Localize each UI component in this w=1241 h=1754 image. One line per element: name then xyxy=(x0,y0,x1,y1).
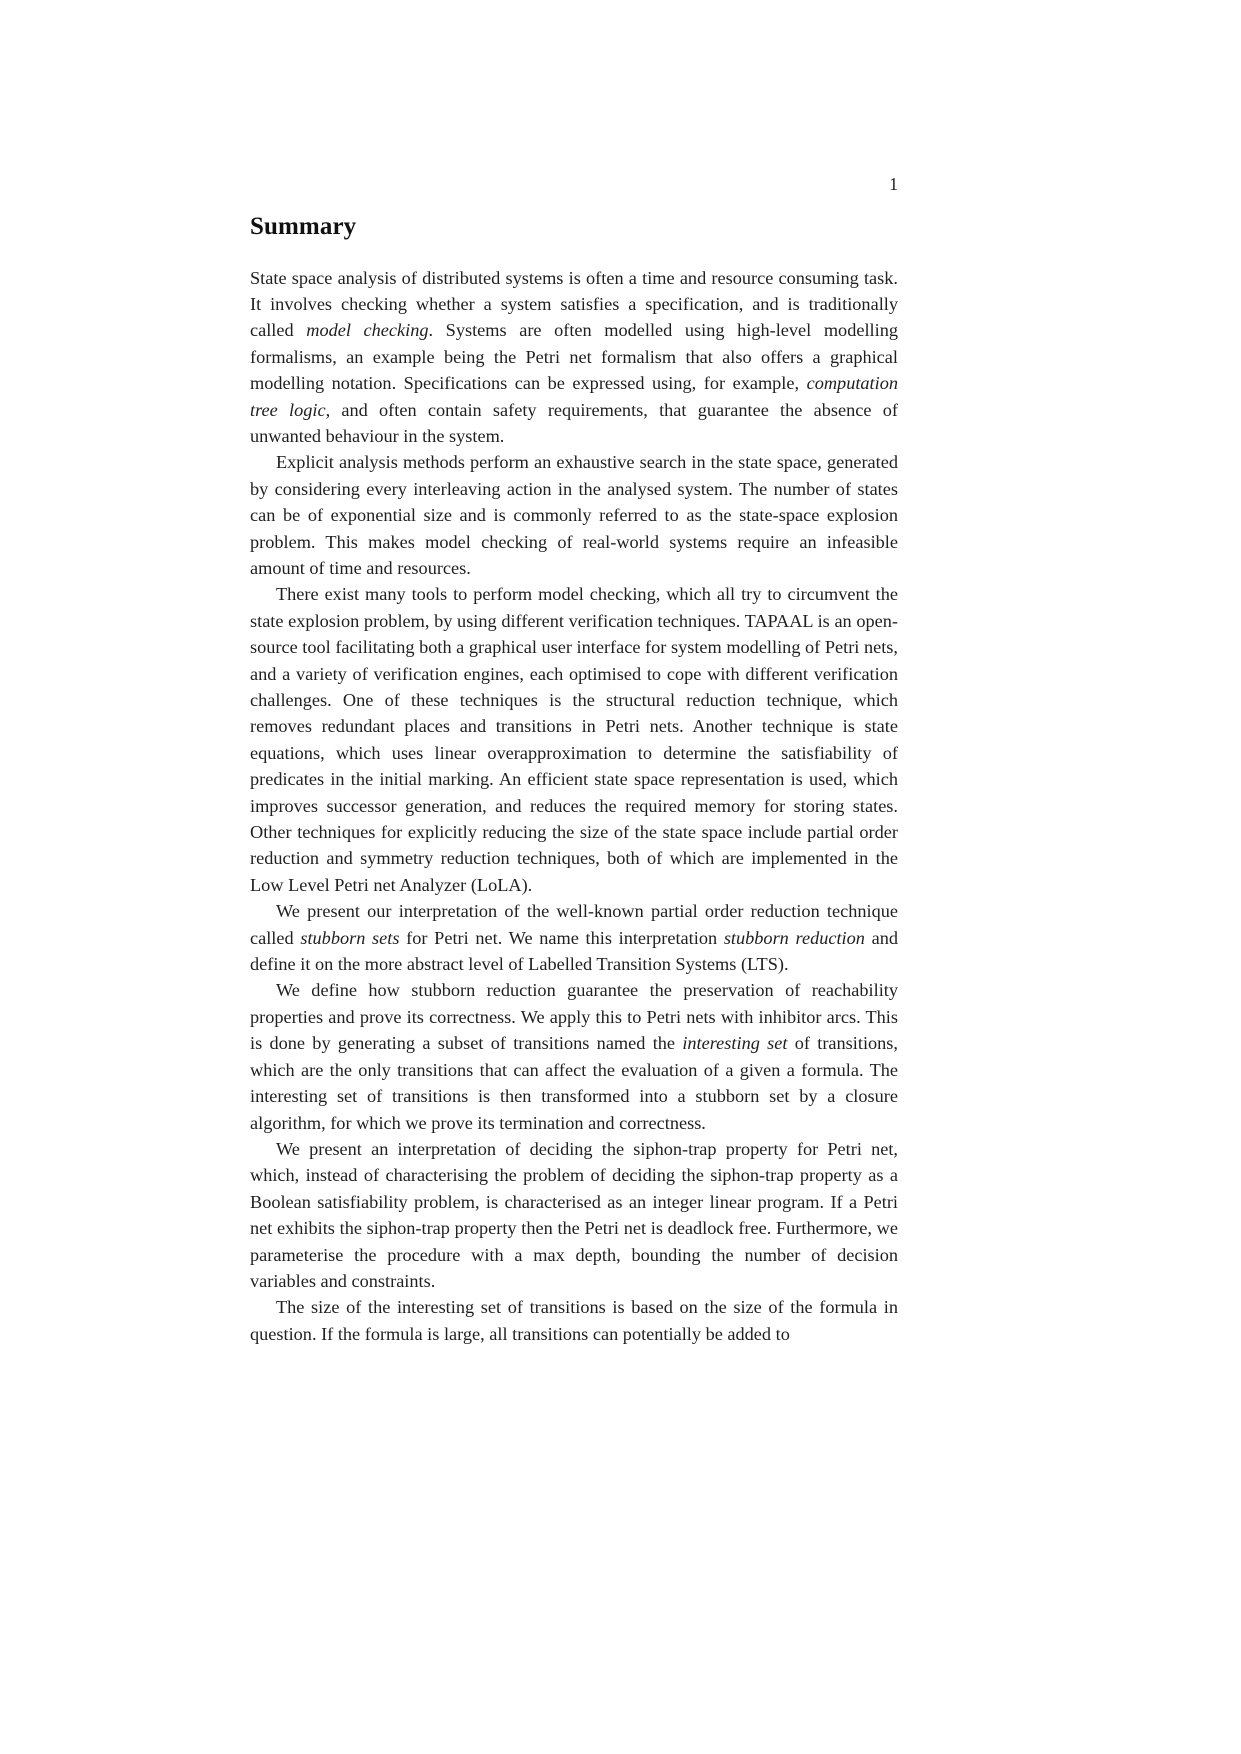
page-number: 1 xyxy=(889,174,898,194)
text-block xyxy=(250,213,898,1347)
paragraph-2: Explicit analysis methods perform an exhaustive search in the state space, generated by considering every interleaving action in the analysed system. The number of states can be of exponential size and is commonly referred to as the state-space explosion problem. This makes model checking of real-world systems require an infeasible amount of time and resources. xyxy=(250,452,898,578)
paragraph-6: We present an interpretation of deciding the siphon-trap property for Petri net, which, instead of characterising the problem of deciding the siphon-trap property as a Boolean satisfiability problem, is characterised as an integer linear program. If a Petri net exhibits the siphon-trap property then the Petri net is deadlock free. Furthermore, we parameterise the procedure with a max depth, bounding the number of decision variables and constraints. xyxy=(250,1138,898,1291)
paragraph-7: The size of the interesting set of transitions is based on the size of the formula in question. If the formula is large, all transitions can potentially be added to xyxy=(250,1297,898,1344)
paragraph-5: We define how stubborn reduction guarantee the preservation of reachability properties and prove its correctness. We apply this to Petri nets with inhibitor arcs. This is done by generating a subset of transitions named the interesting set of transitions, which are the only transitions that can affect the evaluation of a given a formula. The interesting set of transitions is then transformed into a stubborn set by a closure algorithm, for which we prove its termination and correctness. xyxy=(250,980,898,1133)
paragraph-1: State space analysis of distributed systems is often a time and resource consuming task. It involves checking whether a system satisfies a specification, and is traditionally called model checking. Systems are often modelled using high-level modelling formalisms, an example being the Petri net formalism that also offers a graphical modelling notation. Specifications can be expressed using, for example, computation tree logic, and often contain safety requirements, that guarantee the absence of unwanted behaviour in the system. xyxy=(250,267,898,446)
page-title: Summary xyxy=(250,213,357,240)
paragraph-4: We present our interpretation of the well-known partial order reduction technique called stubborn sets for Petri net. We name this interpretation stubborn reduction and define it on the more abstract level of Labelled Transition Systems (LTS). xyxy=(250,901,898,975)
paragraph-3: There exist many tools to perform model checking, which all try to circumvent the state explosion problem, by using different verification techniques. TAPAAL is an open-source tool facilitating both a graphical user interface for system modelling of Petri nets, and a variety of verification engines, each optimised to cope with different verification challenges. One of these techniques is the structural reduction technique, which removes redundant places and transitions in Petri nets. Another technique is state equations, which uses linear overapproximation to determine the satisfiability of predicates in the initial marking. An efficient state space representation is used, which improves successor generation, and reduces the required memory for storing states. Other techniques for explicitly reducing the size of the state space include partial order reduction and symmetry reduction techniques, both of which are implemented in the Low Level Petri net Analyzer (LoLA). xyxy=(250,584,898,895)
